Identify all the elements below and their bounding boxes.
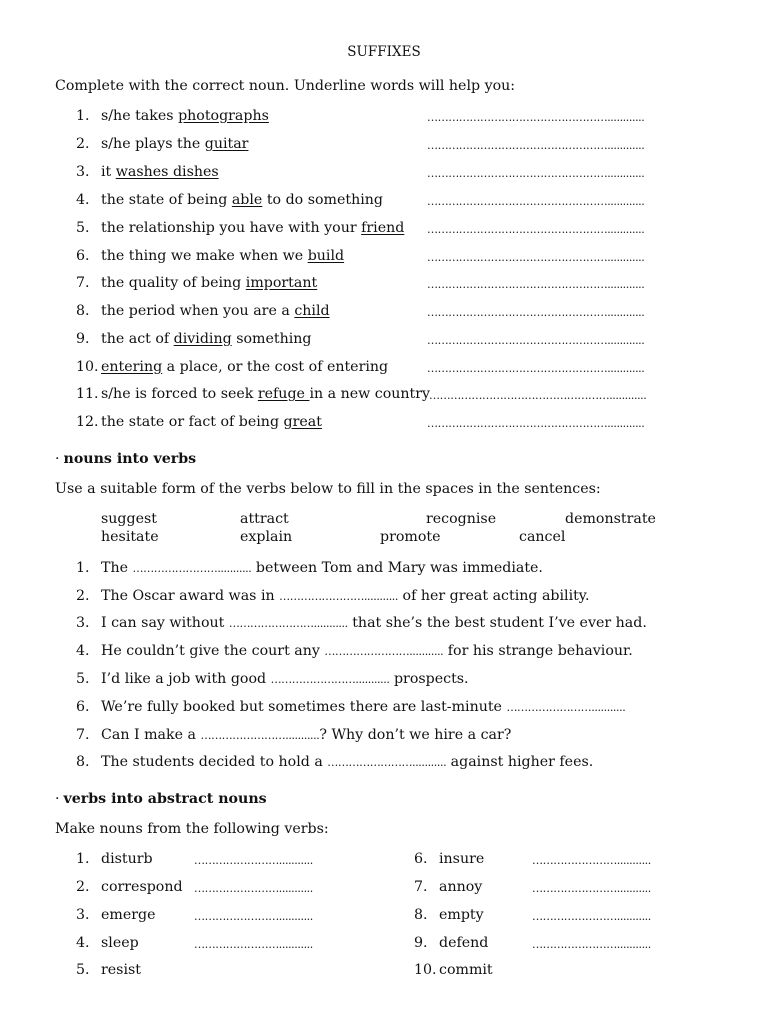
underlined-keyword: refuge — [257, 386, 310, 402]
word-box-item: promote — [380, 529, 441, 545]
word-box-item: attract — [240, 511, 289, 527]
list-item — [0, 331, 768, 351]
answer-blank[interactable]: ……………………........... — [194, 854, 313, 867]
section1-instruction: Complete with the correct noun. Underline words will help you: — [55, 78, 516, 94]
text-pre: it — [101, 164, 116, 180]
list-item — [0, 248, 768, 268]
item-number: 5. — [76, 962, 90, 976]
answer-blank[interactable]: ……………………………………………............ — [427, 278, 645, 291]
item-text — [101, 164, 219, 180]
word-box-item: suggest — [101, 511, 157, 527]
answer-blank[interactable]: ……………………………………………............ — [427, 139, 645, 152]
item-number: 5. — [76, 220, 90, 236]
text-post: ? Why don’t we hire a car? — [319, 727, 512, 743]
answer-blank[interactable]: ……………………........... — [324, 645, 444, 658]
text-pre: the relationship you have with your — [101, 220, 362, 236]
item-text — [101, 192, 383, 208]
text-post: a place, or the cost of entering — [162, 359, 389, 375]
verb: correspond — [101, 879, 183, 895]
sentence-text — [101, 754, 593, 770]
answer-blank[interactable]: ……………………........... — [194, 938, 313, 951]
answer-blank[interactable]: ……………………........... — [532, 938, 651, 951]
list-item — [0, 386, 768, 406]
text-pre: the quality of being — [101, 275, 246, 291]
list-item — [0, 275, 768, 295]
underlined-keyword: guitar — [204, 136, 249, 152]
item-number: 7. — [414, 879, 428, 895]
bullet: · — [55, 791, 60, 807]
text-pre: Can I make a — [101, 727, 201, 743]
underlined-keyword: important — [245, 275, 318, 291]
section2-heading — [55, 451, 196, 467]
answer-blank[interactable]: ……………………………………………............ — [427, 167, 645, 180]
section3-heading — [55, 791, 267, 807]
list-item — [0, 164, 768, 184]
sentence-text — [101, 699, 625, 715]
verb: resist — [101, 962, 141, 976]
bullet: · — [55, 451, 60, 467]
item-number: 1. — [76, 851, 90, 867]
item-number: 10. — [76, 359, 99, 375]
item-number: 8. — [76, 754, 90, 770]
sentence-text — [101, 671, 469, 687]
verb: insure — [439, 851, 485, 867]
answer-blank[interactable]: ……………………………………………............ — [427, 111, 645, 124]
item-number: 6. — [76, 248, 90, 264]
text-pre: the state or fact of being — [101, 414, 284, 430]
answer-blank[interactable]: ……………………........... — [200, 729, 320, 742]
list-item — [0, 192, 768, 212]
item-number: 4. — [76, 192, 90, 208]
answer-blank[interactable]: ……………………........... — [132, 562, 252, 575]
sentence-text — [101, 643, 633, 659]
section3-heading-text: verbs into abstract nouns — [63, 791, 267, 807]
item-number: 6. — [414, 851, 428, 867]
answer-blank[interactable]: ……………………........... — [506, 701, 626, 714]
item-number: 2. — [76, 588, 90, 604]
item-text — [101, 386, 430, 402]
text-post: of her great acting ability. — [398, 588, 590, 604]
verb: defend — [439, 935, 489, 951]
text-pre: We’re fully booked but sometimes there are last-minute — [101, 699, 507, 715]
word-box-item: explain — [240, 529, 293, 545]
answer-blank[interactable]: ……………………………………………............ — [427, 306, 645, 319]
item-number: 5. — [76, 671, 90, 687]
underlined-keyword: washes dishes — [115, 164, 219, 180]
underlined-keyword: great — [283, 414, 322, 430]
answer-blank[interactable]: ……………………........... — [532, 910, 651, 923]
answer-blank[interactable]: ……………………………………………............ — [427, 251, 645, 264]
section2-instruction: Use a suitable form of the verbs below to fill in the spaces in the sentences: — [55, 481, 601, 497]
underlined-keyword: dividing — [173, 331, 232, 347]
sentence-text — [101, 727, 511, 743]
answer-blank[interactable]: ……………………........... — [279, 590, 399, 603]
item-number: 1. — [76, 108, 90, 124]
answer-blank[interactable]: ……………………........... — [194, 882, 313, 895]
list-item — [0, 303, 768, 323]
text-pre: s/he is forced to seek — [101, 386, 258, 402]
verb: annoy — [439, 879, 483, 895]
item-number: 8. — [414, 907, 428, 923]
item-text — [101, 108, 269, 124]
item-text — [101, 331, 311, 347]
word-box-item: recognise — [426, 511, 497, 527]
underlined-keyword: able — [231, 192, 263, 208]
item-number: 7. — [76, 275, 90, 291]
item-text — [101, 359, 388, 375]
underlined-keyword: photographs — [178, 108, 269, 124]
item-number: 3. — [76, 615, 90, 631]
text-post: against higher fees. — [446, 754, 594, 770]
answer-blank[interactable]: ……………………........... — [270, 673, 390, 686]
word-box-item: hesitate — [101, 529, 159, 545]
verb: sleep — [101, 935, 139, 951]
text-pre: the state of being — [101, 192, 232, 208]
item-number: 1. — [76, 560, 90, 576]
verb: empty — [439, 907, 484, 923]
text-pre: s/he plays the — [101, 136, 205, 152]
answer-blank[interactable]: ……………………........... — [194, 910, 313, 923]
item-text — [101, 275, 317, 291]
item-number: 9. — [76, 331, 90, 347]
text-pre: I can say without — [101, 615, 229, 631]
item-number: 7. — [76, 727, 90, 743]
underlined-keyword: entering — [101, 359, 163, 375]
text-pre: the act of — [101, 331, 174, 347]
item-text — [101, 248, 344, 264]
list-item — [0, 108, 768, 128]
item-number: 8. — [76, 303, 90, 319]
list-item — [0, 414, 768, 434]
item-number: 2. — [76, 136, 90, 152]
text-post: that she’s the best student I’ve ever had. — [347, 615, 647, 631]
answer-blank[interactable]: ……………………………………………............ — [427, 417, 645, 430]
text-pre: the thing we make when we — [101, 248, 308, 264]
item-number: 10. — [414, 962, 437, 976]
page-title: SUFFIXES — [347, 44, 421, 60]
text-pre: the period when you are a — [101, 303, 295, 319]
underlined-keyword: build — [307, 248, 345, 264]
item-number: 11. — [76, 386, 99, 402]
item-number: 4. — [76, 935, 90, 951]
text-post: something — [231, 331, 312, 347]
item-number: 3. — [76, 164, 90, 180]
text-post: in a new country — [309, 386, 431, 402]
answer-blank[interactable]: ……………………………………………............ — [427, 223, 645, 236]
item-text — [101, 220, 404, 236]
text-post: between Tom and Mary was immediate. — [251, 560, 543, 576]
answer-blank[interactable]: ……………………........... — [532, 882, 651, 895]
sentence-text — [101, 615, 647, 631]
list-item — [0, 220, 768, 240]
answer-blank[interactable]: ……………………........... — [228, 617, 348, 630]
answer-blank[interactable]: ……………………........... — [532, 854, 651, 867]
text-post: prospects. — [389, 671, 469, 687]
item-number: 12. — [76, 414, 99, 430]
text-pre: s/he takes — [101, 108, 179, 124]
answer-blank[interactable]: ……………………………………………............ — [427, 362, 645, 375]
item-number: 6. — [76, 699, 90, 715]
section3-instruction: Make nouns from the following verbs: — [55, 821, 329, 837]
section2-heading-text: nouns into verbs — [63, 451, 197, 467]
verb: disturb — [101, 851, 153, 867]
text-pre: I’d like a job with good — [101, 671, 271, 687]
item-number: 3. — [76, 907, 90, 923]
underlined-keyword: child — [294, 303, 330, 319]
sentence-text — [101, 588, 589, 604]
verb: emerge — [101, 907, 156, 923]
text-pre: The students decided to hold a — [101, 754, 328, 770]
verb: commit — [439, 962, 493, 976]
item-text — [101, 414, 322, 430]
answer-blank[interactable]: ……………………………………………............ — [429, 389, 647, 402]
item-number: 2. — [76, 879, 90, 895]
text-post: for his strange behaviour. — [443, 643, 633, 659]
word-box-item: cancel — [519, 529, 566, 545]
answer-blank[interactable]: ……………………………………………............ — [427, 334, 645, 347]
answer-blank[interactable]: ……………………………………………............ — [427, 195, 645, 208]
word-box-item: demonstrate — [565, 511, 656, 527]
text-pre: The Oscar award was in — [101, 588, 280, 604]
item-text — [101, 303, 330, 319]
item-number: 4. — [76, 643, 90, 659]
underlined-keyword: friend — [361, 220, 405, 236]
item-text — [101, 136, 248, 152]
answer-blank[interactable]: ……………………........... — [327, 756, 447, 769]
item-number: 9. — [414, 935, 428, 951]
list-item — [0, 136, 768, 156]
text-pre: He couldn’t give the court any — [101, 643, 325, 659]
sentence-text — [101, 560, 543, 576]
text-post: to do something — [262, 192, 383, 208]
list-item — [0, 359, 768, 379]
text-pre: The — [101, 560, 133, 576]
